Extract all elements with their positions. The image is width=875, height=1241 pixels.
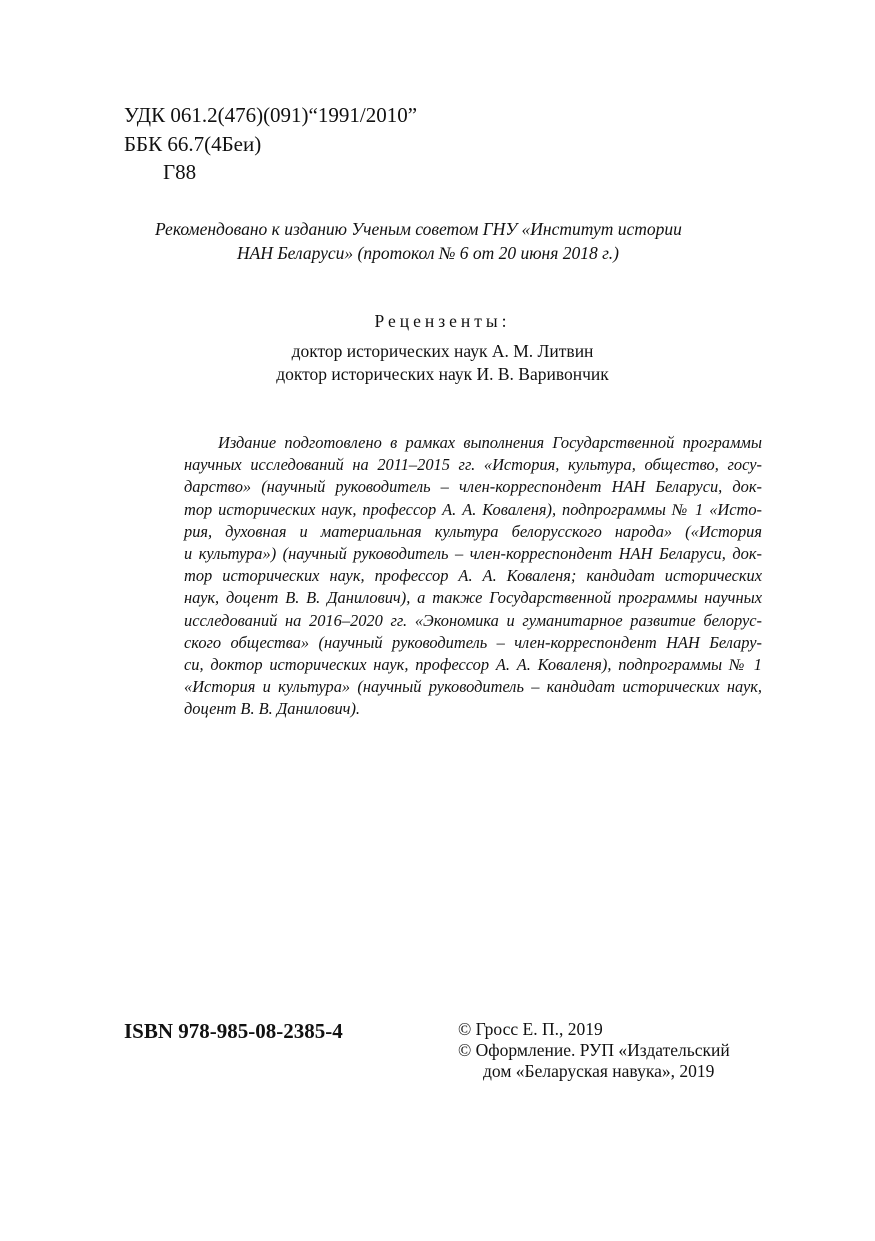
- funding-note-line: и культура») (научный руководитель – член-корреспондент НАН Беларуси, док-: [184, 544, 762, 564]
- funding-note-line: Издание подготовлено в рамках выполнения Государственной программы: [218, 433, 762, 452]
- recommendation-line-2: НАН Беларуси» (протокол № 6 от 20 июня 2018 г.): [237, 243, 619, 263]
- recommendation-line-1: Рекомендовано к изданию Ученым советом ГНУ «Институт истории: [155, 219, 682, 239]
- funding-note-line: исследований на 2016–2020 гг. «Экономика и гуманитарное развитие белорус-: [184, 610, 762, 630]
- copyright-design: © Оформление. РУП «Издательский: [458, 1040, 730, 1060]
- funding-note-line: рия, духовная и материальная культура белорусского народа» («История: [184, 521, 762, 541]
- funding-note: [184, 432, 762, 721]
- udk-code: УДК 061.2(476)(091)“1991/2010”: [124, 103, 418, 127]
- funding-note-line: наук, доцент В. В. Данилович), а также Государственной программы научных: [184, 588, 762, 608]
- funding-note-line: доцент В. В. Данилович).: [184, 699, 361, 719]
- funding-note-line: «История и культура» (научный руководитель – кандидат исторических наук,: [184, 677, 762, 697]
- funding-note-line: дарство» (научный руководитель – член-корреспондент НАН Беларуси, док-: [184, 477, 762, 497]
- copyright-author: © Гросс Е. П., 2019: [458, 1019, 603, 1039]
- copyright-publisher: дом «Беларуская навука», 2019: [483, 1061, 715, 1081]
- funding-note-line: тор исторических наук, профессор А. А. Коваленя), подпрограммы № 1 «Исто-: [184, 499, 762, 519]
- funding-note-line: научных исследований на 2011–2015 гг. «История, культура, общество, госу-: [184, 455, 762, 475]
- reviewers-heading: Рецензенты:: [374, 311, 511, 331]
- author-mark: Г88: [163, 160, 197, 184]
- funding-note-line: ского общества» (научный руководитель – член-корреспондент НАН Белару-: [184, 632, 762, 652]
- isbn: ISBN 978-985-08-2385-4: [124, 1019, 343, 1043]
- bbk-code: ББК 66.7(4Беи): [124, 132, 262, 156]
- reviewer-1: доктор исторических наук А. М. Литвин: [291, 341, 594, 361]
- reviewer-2: доктор исторических наук И. В. Варивончик: [276, 364, 609, 384]
- funding-note-line: си, доктор исторических наук, профессор А. А. Коваленя), подпрограммы № 1: [184, 655, 762, 675]
- funding-note-line: тор исторических наук, профессор А. А. Коваленя; кандидат исторических: [184, 566, 762, 586]
